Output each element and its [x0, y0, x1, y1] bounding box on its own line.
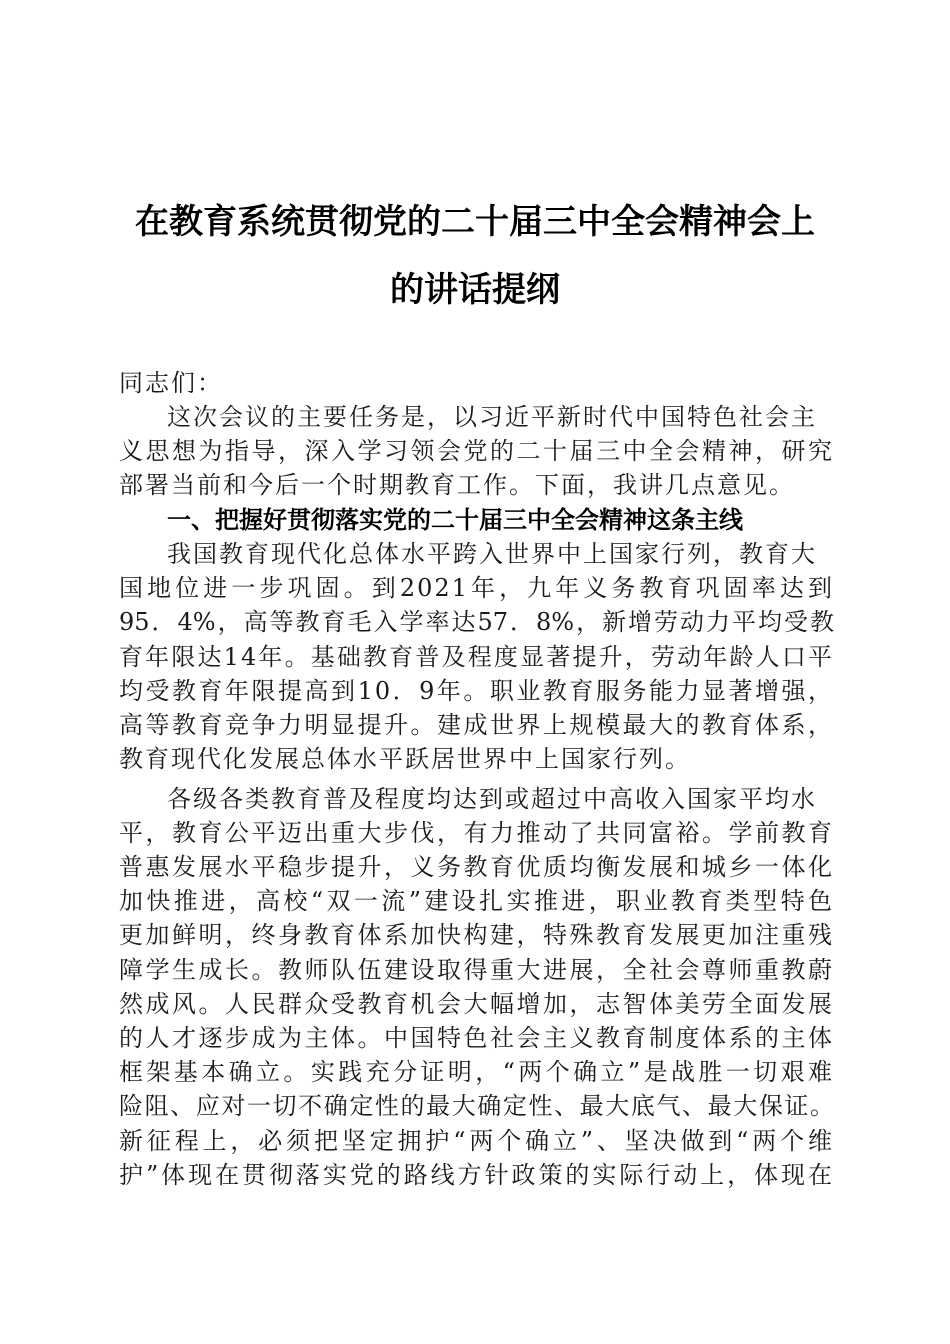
paragraph-line: 均受教育年限提高到10．9年。职业教育服务能力显著增强， — [119, 677, 834, 705]
paragraph-line: 国地位进一步巩固。到2021年，九年义务教育巩固率达到 — [119, 574, 834, 602]
salutation: 同志们： — [119, 369, 223, 397]
paragraph-line: 高等教育竞争力明显提升。建成世界上规模最大的教育体系， — [119, 711, 834, 739]
document-title-line-1: 在教育系统贯彻党的二十届三中全会精神会上 — [135, 202, 815, 242]
document-title-line-2: 的讲话提纲 — [390, 270, 560, 310]
paragraph-line: 义思想为指导，深入学习领会党的二十届三中全会精神，研究 — [119, 437, 834, 465]
paragraph-line: 育年限达14年。基础教育普及程度显著提升，劳动年龄人口平 — [119, 643, 834, 671]
paragraph-line: 部署当前和今后一个时期教育工作。下面，我讲几点意见。 — [119, 471, 795, 499]
paragraph-line: 护”体现在贯彻落实党的路线方针政策的实际行动上，体现在 — [119, 1161, 834, 1189]
paragraph-line: 我国教育现代化总体水平跨入世界中上国家行列，教育大 — [167, 540, 817, 568]
paragraph-line: 然成风。人民群众受教育机会大幅增加，志智体美劳全面发展 — [119, 990, 834, 1018]
paragraph-line: 更加鲜明，终身教育体系加快构建，特殊教育发展更加注重残 — [119, 921, 834, 949]
paragraph-line: 险阻、应对一切不确定性的最大确定性、最大底气、最大保证。 — [119, 1092, 834, 1120]
paragraph-line: 新征程上，必须把坚定拥护“两个确立”、坚决做到“两个维 — [119, 1127, 834, 1155]
paragraph-line: 平，教育公平迈出重大步伐，有力推动了共同富裕。学前教育 — [119, 819, 834, 847]
paragraph-line: 这次会议的主要任务是，以习近平新时代中国特色社会主 — [167, 403, 817, 431]
section-heading: 一、把握好贯彻落实党的二十届三中全会精神这条主线 — [167, 506, 743, 534]
paragraph-line: 95．4%，高等教育毛入学率达57．8%，新增劳动力平均受教 — [119, 608, 834, 636]
paragraph-line: 的人才逐步成为主体。中国特色社会主义教育制度体系的主体 — [119, 1024, 834, 1052]
paragraph-line: 各级各类教育普及程度均达到或超过中高收入国家平均水 — [167, 785, 817, 813]
paragraph-line: 加快推进，高校“双一流”建设扎实推进，职业教育类型特色 — [119, 887, 834, 915]
paragraph-line: 框架基本确立。实践充分证明，“两个确立”是战胜一切艰难 — [119, 1058, 834, 1086]
paragraph-line: 普惠发展水平稳步提升，义务教育优质均衡发展和城乡一体化 — [119, 853, 834, 881]
paragraph-line: 障学生成长。教师队伍建设取得重大进展，全社会尊师重教蔚 — [119, 956, 834, 984]
paragraph-line: 教育现代化发展总体水平跃居世界中上国家行列。 — [119, 745, 691, 773]
